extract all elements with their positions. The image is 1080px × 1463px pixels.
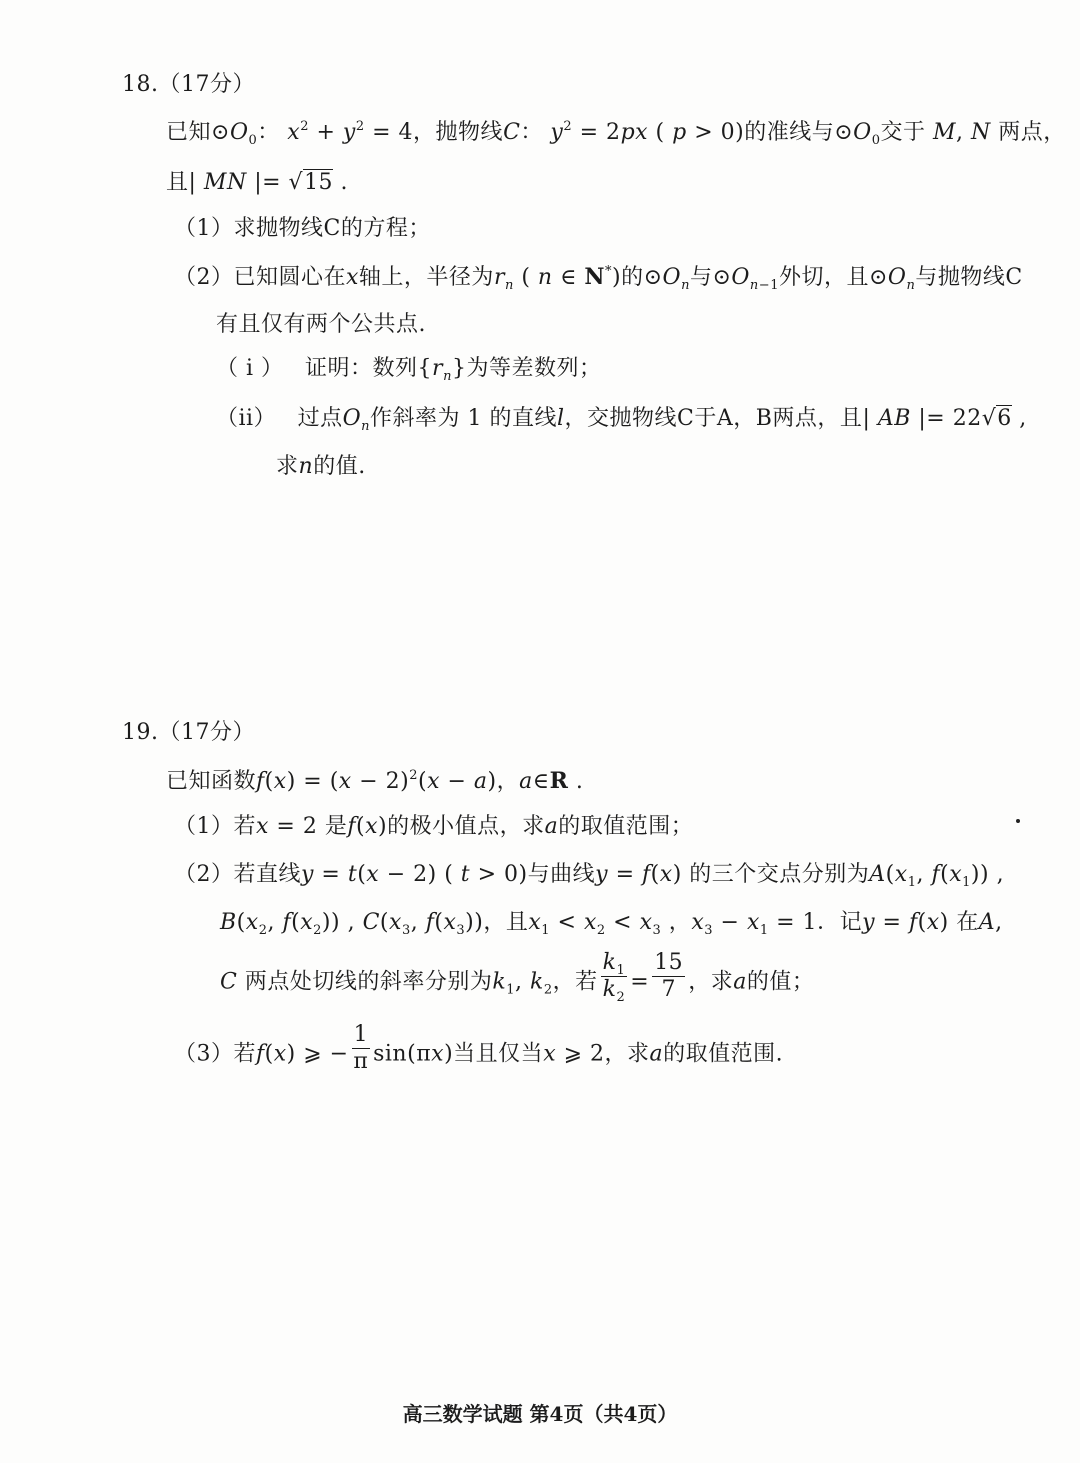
q18-and: 且: [166, 170, 189, 195]
q18-p2b: 轴上，半径为: [358, 265, 494, 290]
q18-p2e: 外切，且⊙: [778, 265, 888, 290]
q19-p2l2b: ．记: [817, 910, 863, 935]
q19-p1c: 的极小值点，求: [387, 814, 545, 839]
page-footer: 高三数学试题 第4页（共4页）: [402, 1402, 678, 1426]
q18-score: （17分）: [158, 72, 255, 97]
q18-sub-ii: （ii） 过点$O_n$作斜率为 1 的直线l，交抛物线C于A，B两点，且| AB |= 22√6 ,: [216, 406, 1027, 434]
q19-p3b: 当且仅当: [453, 1041, 544, 1067]
q18-header: [122, 70, 255, 100]
q19-given: 已知函数$f(x) = (x - 2)^2(x - a)$，a∈R .: [166, 768, 584, 794]
q19-p2l2c: 在: [956, 910, 979, 935]
q19-p1d: 的取值范围；: [558, 814, 694, 839]
q19-p3a: （3）若: [174, 1041, 256, 1067]
q18-sub-ii-c: ，交抛物线C于A，B两点，且: [564, 406, 863, 431]
q18-part2-line1: （2）已知圆心在x轴上，半径为$r_n$ ( n ∈ N*)的$⊙O_n$与$⊙O_{n-1}$外切，且$⊙O_n$与抛物线C: [174, 264, 1023, 293]
q19-p2l3b: ，若: [552, 969, 598, 995]
q19-one-over-pi: $\frac{1}{\pi}$: [353, 1022, 369, 1074]
q18-sub-i: （ i ） 证明：数列$\{r_n\}$为等差数列；: [216, 356, 602, 384]
q18-sub-ii-label: （ii）: [216, 406, 277, 431]
q18-given-line2: 且| MN |= √15 .: [166, 170, 349, 195]
q19-p1b: 是: [324, 814, 348, 839]
q19-p1a: （1）若: [174, 814, 256, 839]
q18-given-line1: 已知$⊙O_0$： $x^2 + y^2 = 4$，抛物线C： $y^2 = 2px$ ( p > 0)的准线与$⊙O_0$交于 M, N 两点，: [166, 119, 1066, 148]
q18-sub-i-label: （ i ）: [216, 356, 284, 381]
q19-p2a: （2）若直线: [174, 862, 301, 887]
q19-part1: （1）若x = 2 是f(x)的极小值点，求a的取值范围；: [174, 814, 694, 839]
q19-p3c: ，求: [604, 1041, 650, 1067]
q19-p2b: 与曲线: [527, 862, 596, 887]
q19-ratio-value: $\frac{15}{7}$: [654, 950, 684, 1002]
q19-p2l3a: 两点处切线的斜率分别为: [244, 969, 493, 995]
q18-sub-ii-b: 作斜率为 1 的直线: [370, 406, 557, 431]
q18-points-text: 两点，: [998, 120, 1066, 145]
q18-sub-ii-l2a: 求: [276, 454, 299, 479]
q18-p2a: （2）已知圆心在: [174, 265, 346, 290]
q18-p2c: 的⊙: [621, 265, 663, 290]
q19-part3: （3）若f(x) ⩾ − $\frac{1}{\pi}$ sin(πx)当且仅当x ⩾ 2，求a的取值范围.: [174, 1022, 784, 1074]
q18-sub-i-a: 证明：数列: [305, 356, 418, 381]
q18-directrix-text: 的准线与⊙: [744, 120, 854, 145]
q18-part2-line2: 有且仅有两个公共点.: [216, 312, 426, 337]
q19-p2l2a: ，且: [483, 910, 529, 935]
q19-number: 19.: [122, 720, 159, 745]
q19-p3d: 的取值范围.: [663, 1041, 784, 1067]
q18-colon: ：: [257, 120, 280, 145]
q18-number: 18.: [122, 72, 159, 97]
q19-header: [122, 718, 255, 748]
q18-p2d: 与⊙: [689, 265, 732, 290]
q18-parabola-text: ，抛物线: [413, 120, 504, 145]
q19-p2l3c: ，求: [688, 969, 734, 995]
q18-given-prefix: 已知⊙: [166, 120, 230, 145]
q19-part2-line3: C 两点处切线的斜率分别为$k_1$, $k_2$，若 $\frac{k_1}{k_2}$ = $\frac{15}{7}$ ，求a的值；: [220, 950, 815, 1005]
q19-part2-line2: $B(x_2$, $f(x_2)$) , $C(x_3$, $f(x_3)$)，且$x_1 < x_2 < x_3$ ，$x_3 - x_1 = 1$．记y = f(x) 在A,: [220, 910, 1003, 938]
q19-p2l3d: 的值；: [746, 969, 815, 995]
q18-sub-i-b: 为等差数列；: [466, 356, 602, 381]
q19-part2-line1: （2）若直线y = t(x − 2) ( t > 0)与曲线y = f(x) 的三个交点分别为$A(x_1$, $f(x_1)$) ,: [174, 862, 1005, 890]
q18-sub-ii-l2b: 的值.: [313, 454, 366, 479]
q19-p2c: 的三个交点分别为: [689, 862, 870, 887]
q18-sub-ii-a: 过点: [297, 406, 343, 431]
q18-p2f: 与抛物线C: [915, 265, 1023, 290]
q19-given-a: 已知函数: [166, 769, 257, 794]
q18-intersect-text: 交于: [880, 120, 926, 145]
q19-score: （17分）: [158, 720, 255, 745]
scan-speck: [1016, 819, 1020, 823]
q19-k-ratio: $\frac{k_1}{k_2}$: [602, 950, 626, 1005]
q18-colon2: ：: [520, 120, 543, 145]
q18-sub-ii-line2: 求n的值.: [276, 454, 366, 479]
q18-part1: （1）求抛物线C的方程；: [174, 216, 431, 241]
